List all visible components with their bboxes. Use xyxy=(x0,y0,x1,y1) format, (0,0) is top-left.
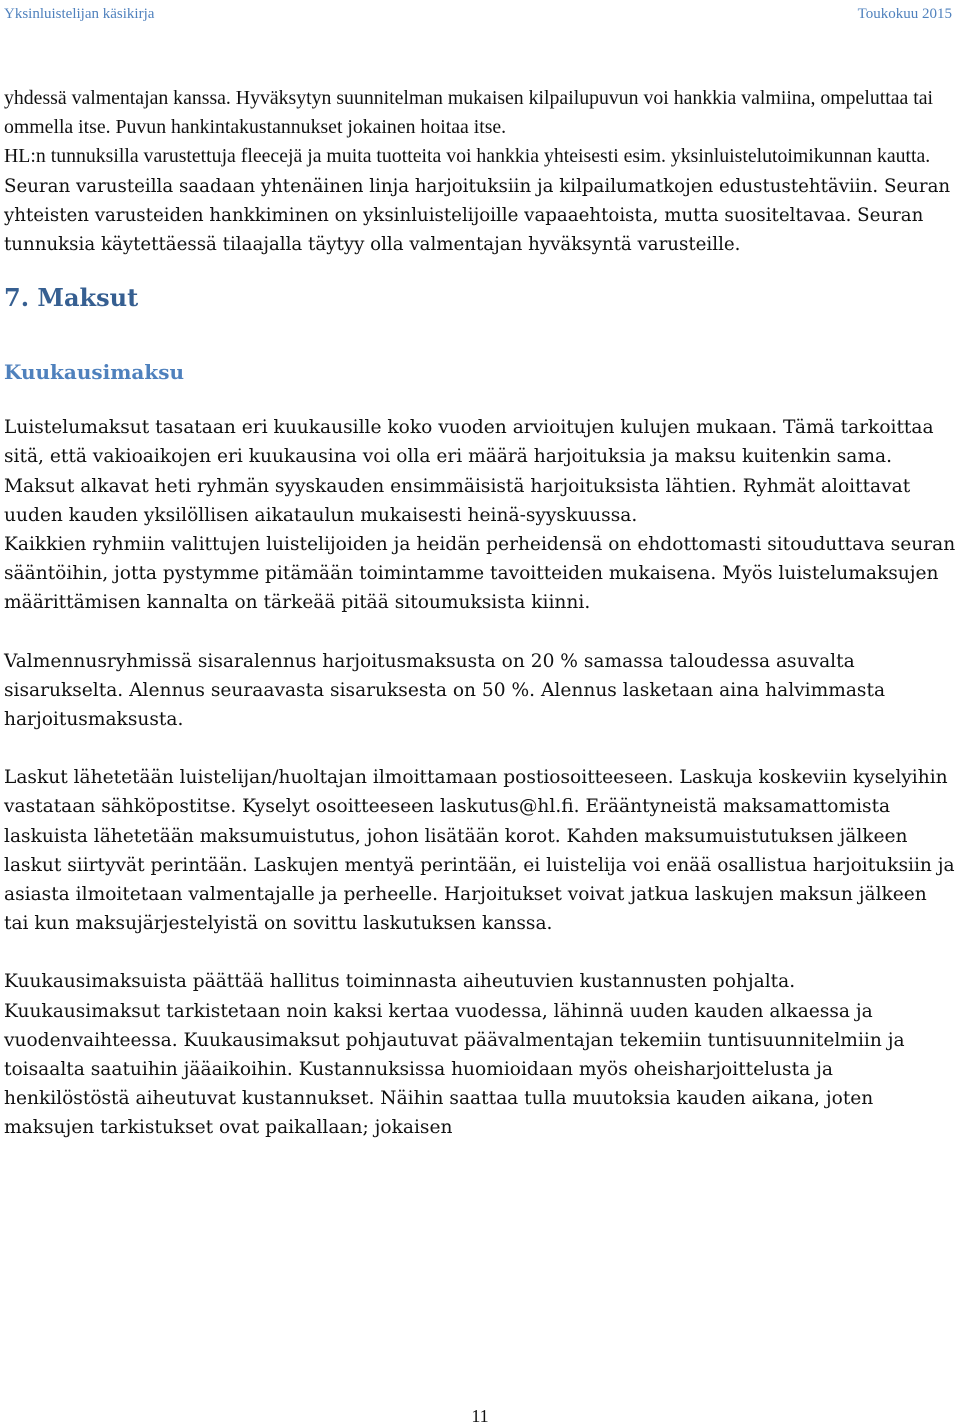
paragraph-invoicing: Laskut lähetetään luistelijan/huoltajan ilmoittamaan postiosoitteeseen. Laskuja koskeviin kyselyihin vastataan sähköpostitse. Kyselyt osoitteeseen laskutus@hl.fi. Erääntyneistä maksamattomista laskuista lähetetään maksumuistutus, johon lisätään korot. Kahden maksumuistutuksen jälkeen laskut siirtyvät perintään. Laskujen mentyä perintään, ei luistelija voi enää osallistua harjoituksiin ja asiasta ilmoitetaan valmentajalle ja perheelle. Harjoitukset voivat jatkua laskujen maksun jälkeen tai kun maksujärjestelyistä on sovittu laskutuksen kanssa. xyxy=(4,767,955,935)
paragraph-sibling-discount: Valmennusryhmissä sisaralennus harjoitusmaksusta on 20 % samassa taloudessa asuvalta sisarukselta. Alennus seuraavasta sisaruksesta on 50 %. Alennus lasketaan aina halvimmasta harjoitusmaksusta. xyxy=(4,650,886,731)
intro-equipment-start: HL:n tunnuksilla varustettuja fleecejä ja muita tuotteita voi hankkia yhteisesti esim. yksinluistelutoimikunnan kautta. xyxy=(4,145,931,168)
intro-paragraph-equipment xyxy=(4,142,956,259)
document-date: Toukokuu 2015 xyxy=(857,6,952,22)
page-content xyxy=(4,84,956,1143)
page-header xyxy=(4,6,952,24)
paragraph-fee-decisions: Kuukausimaksuista päättää hallitus toiminnasta aiheutuvien kustannusten pohjalta. Kuukausimaksut tarkistetaan noin kaksi kertaa vuodessa, lähinnä uuden kauden alkaessa ja vuodenvaihteessa. Kuukausimaksut pohjautuvat päävalmentajan tekemiin tuntisuunnitelmiin ja toisaalta saatuihin jääaikoihin. Kustannuksissa huomioidaan myös oheisharjoittelusta ja henkilöstöstä aiheutuvat kustannukset. Näihin saattaa tulla muutoksia kauden aikana, joten maksujen tarkistukset ovat paikallaan; jokaisen xyxy=(4,971,905,1139)
intro-equipment-rest: Seuran varusteilla saadaan yhtenäinen linja harjoituksiin ja kilpailumatkojen edustustehtäviin. Seuran yhteisten varusteiden hankkiminen on yksinluistelijoille vapaaehtoista, mutta suositeltavaa. Seuran tunnuksia käytettäessä tilaajalla täytyy olla valmentajan hyväksyntä varusteille. xyxy=(4,175,951,256)
paragraph-commitment: Kaikkien ryhmiin valittujen luistelijoiden ja heidän perheidensä on ehdottomasti sitouduttava seuran sääntöihin, jotta pystymme pitämään toimintamme tavoitteiden mukaisena. Myös luistelumaksujen määrittämisen kannalta on tärkeää pitää sitoumuksista kiinni. xyxy=(4,534,956,614)
page-number: 11 xyxy=(471,1406,489,1426)
paragraph-fee-equalization: Luistelumaksut tasataan eri kuukausille koko vuoden arvioitujen kulujen mukaan. Tämä tarkoittaa sitä, että vakioaikojen eri kuukausina voi olla eri määrä harjoituksia ja maksu kuitenkin sama. Maksut alkavat heti ryhmän syyskauden ensimmäisistä harjoituksista lähtien. Ryhmät aloittavat uuden kauden yksilöllisen aikataulun mukaisesti heinä-syyskuussa. xyxy=(4,417,934,526)
paragraph-spacer xyxy=(4,938,956,967)
intro-paragraph-costume: yhdessä valmentajan kanssa. Hyväksytyn suunnitelman mukaisen kilpailupuvun voi hankkia valmiina, ompeluttaa tai ommella itse. Puvun hankintakustannukset jokainen hoitaa itse. xyxy=(4,87,933,139)
section-heading: 7. Maksut xyxy=(4,283,139,313)
document-title: Yksinluistelijan käsikirja xyxy=(4,6,155,22)
paragraph-spacer xyxy=(4,618,956,647)
subsection-heading: Kuukausimaksu xyxy=(4,360,185,385)
paragraph-spacer xyxy=(4,734,956,763)
